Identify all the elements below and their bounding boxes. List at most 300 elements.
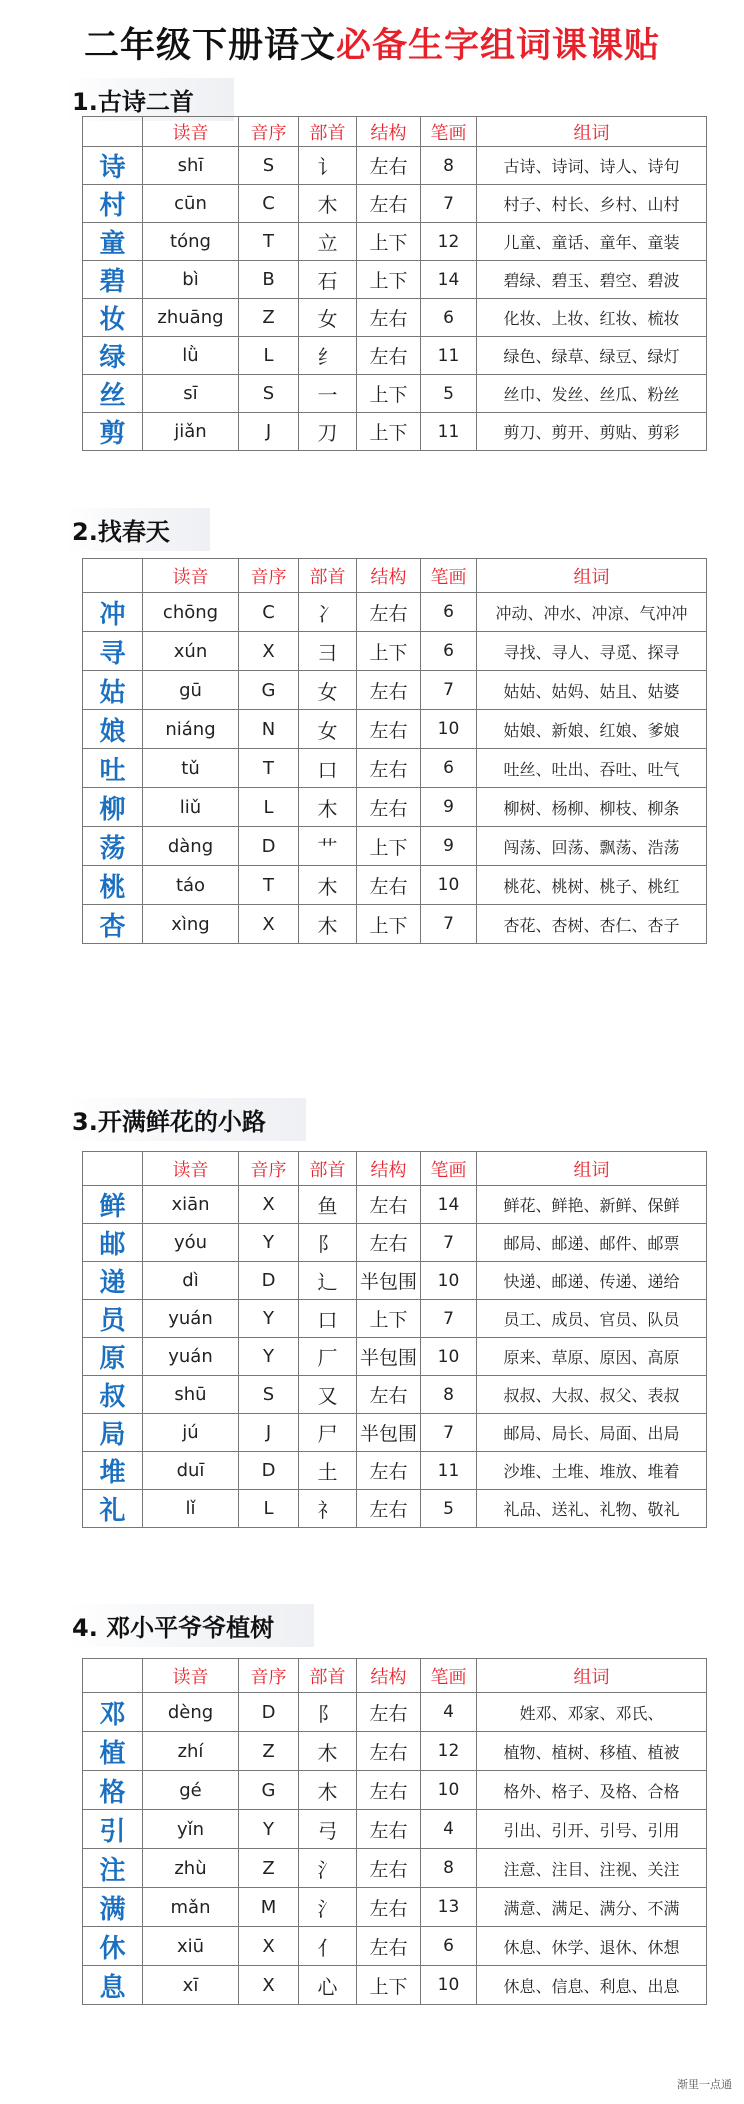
cell-char: 邮 — [83, 1224, 143, 1262]
cell-seq: T — [239, 223, 299, 261]
cell-structure: 上下 — [357, 223, 421, 261]
cell-radical: 鱼 — [299, 1186, 357, 1224]
cell-strokes: 14 — [421, 1186, 477, 1224]
cell-radical: 厂 — [299, 1338, 357, 1376]
cell-strokes: 14 — [421, 261, 477, 299]
cell-seq: G — [239, 671, 299, 710]
table-row — [83, 827, 707, 866]
cell-structure: 左右 — [357, 1693, 421, 1732]
cell-char: 寻 — [83, 632, 143, 671]
cell-seq: Z — [239, 1849, 299, 1888]
cell-structure: 左右 — [357, 593, 421, 632]
cell-pinyin: zhuāng — [143, 299, 239, 337]
table-row — [83, 1300, 707, 1338]
cell-pinyin: lǐ — [143, 1490, 239, 1528]
word-table — [82, 116, 707, 451]
cell-char: 娘 — [83, 710, 143, 749]
cell-structure: 左右 — [357, 1490, 421, 1528]
cell-seq: Z — [239, 299, 299, 337]
cell-words: 村子、村长、乡村、山村 — [477, 185, 707, 223]
cell-words: 鲜花、鲜艳、新鲜、保鲜 — [477, 1186, 707, 1224]
cell-words: 姑娘、新娘、红娘、爹娘 — [477, 710, 707, 749]
cell-seq: L — [239, 788, 299, 827]
cell-radical: 冫 — [299, 593, 357, 632]
table-row — [83, 1771, 707, 1810]
cell-char: 童 — [83, 223, 143, 261]
table-row — [83, 299, 707, 337]
cell-seq: L — [239, 1490, 299, 1528]
table-row — [83, 223, 707, 261]
cell-words: 绿色、绿草、绿豆、绿灯 — [477, 337, 707, 375]
header-initial: 音序 — [239, 559, 299, 593]
cell-words: 快递、邮递、传递、递给 — [477, 1262, 707, 1300]
cell-structure: 左右 — [357, 671, 421, 710]
cell-radical: 弓 — [299, 1810, 357, 1849]
cell-structure: 左右 — [357, 1224, 421, 1262]
cell-seq: X — [239, 1927, 299, 1966]
cell-radical: 口 — [299, 1300, 357, 1338]
cell-words: 杏花、杏树、杏仁、杏子 — [477, 905, 707, 944]
table-row — [83, 261, 707, 299]
cell-words: 休息、休学、退休、休想 — [477, 1927, 707, 1966]
header-strokes: 笔画 — [421, 559, 477, 593]
cell-char: 原 — [83, 1338, 143, 1376]
cell-char: 邓 — [83, 1693, 143, 1732]
cell-structure: 上下 — [357, 261, 421, 299]
cell-strokes: 6 — [421, 299, 477, 337]
header-pinyin: 读音 — [143, 559, 239, 593]
table-row — [83, 1888, 707, 1927]
header-initial: 音序 — [239, 117, 299, 147]
cell-seq: J — [239, 1414, 299, 1452]
cell-radical: 口 — [299, 749, 357, 788]
cell-char: 引 — [83, 1810, 143, 1849]
cell-strokes: 11 — [421, 337, 477, 375]
cell-pinyin: duī — [143, 1452, 239, 1490]
cell-seq: S — [239, 147, 299, 185]
header-char — [83, 117, 143, 147]
cell-structure: 上下 — [357, 905, 421, 944]
cell-char: 冲 — [83, 593, 143, 632]
header-structure: 结构 — [357, 1152, 421, 1186]
cell-pinyin: jú — [143, 1414, 239, 1452]
cell-char: 村 — [83, 185, 143, 223]
header-strokes: 笔画 — [421, 1659, 477, 1693]
cell-pinyin: dàng — [143, 827, 239, 866]
cell-char: 堆 — [83, 1452, 143, 1490]
cell-strokes: 8 — [421, 1376, 477, 1414]
cell-seq: D — [239, 827, 299, 866]
cell-radical: 女 — [299, 710, 357, 749]
header-initial: 音序 — [239, 1152, 299, 1186]
cell-pinyin: chōng — [143, 593, 239, 632]
cell-char: 柳 — [83, 788, 143, 827]
cell-pinyin: liǔ — [143, 788, 239, 827]
cell-char: 姑 — [83, 671, 143, 710]
header-structure: 结构 — [357, 559, 421, 593]
cell-structure: 左右 — [357, 1888, 421, 1927]
cell-radical: 纟 — [299, 337, 357, 375]
table-row — [83, 593, 707, 632]
table-row — [83, 1810, 707, 1849]
cell-words: 格外、格子、及格、合格 — [477, 1771, 707, 1810]
cell-structure: 左右 — [357, 1771, 421, 1810]
header-strokes: 笔画 — [421, 1152, 477, 1186]
table-row — [83, 1376, 707, 1414]
cell-words: 柳树、杨柳、柳枝、柳条 — [477, 788, 707, 827]
cell-strokes: 4 — [421, 1810, 477, 1849]
cell-char: 叔 — [83, 1376, 143, 1414]
cell-structure: 左右 — [357, 1732, 421, 1771]
header-words: 组词 — [477, 559, 707, 593]
cell-words: 化妆、上妆、红妆、梳妆 — [477, 299, 707, 337]
cell-strokes: 12 — [421, 223, 477, 261]
cell-structure: 左右 — [357, 866, 421, 905]
cell-pinyin: dì — [143, 1262, 239, 1300]
cell-pinyin: zhù — [143, 1849, 239, 1888]
cell-seq: X — [239, 905, 299, 944]
cell-strokes: 5 — [421, 375, 477, 413]
cell-words: 礼品、送礼、礼物、敬礼 — [477, 1490, 707, 1528]
cell-radical: 讠 — [299, 147, 357, 185]
cell-pinyin: shū — [143, 1376, 239, 1414]
cell-structure: 左右 — [357, 1376, 421, 1414]
table-row — [83, 1693, 707, 1732]
cell-strokes: 7 — [421, 905, 477, 944]
cell-structure: 左右 — [357, 1849, 421, 1888]
cell-radical: 石 — [299, 261, 357, 299]
cell-char: 剪 — [83, 413, 143, 451]
cell-radical: 氵 — [299, 1888, 357, 1927]
cell-radical: 木 — [299, 866, 357, 905]
table-row — [83, 710, 707, 749]
cell-structure: 左右 — [357, 1927, 421, 1966]
cell-structure: 左右 — [357, 1452, 421, 1490]
cell-structure: 左右 — [357, 749, 421, 788]
cell-strokes: 10 — [421, 1338, 477, 1376]
cell-seq: C — [239, 185, 299, 223]
cell-strokes: 6 — [421, 632, 477, 671]
cell-strokes: 7 — [421, 1224, 477, 1262]
cell-seq: Y — [239, 1300, 299, 1338]
cell-pinyin: xiān — [143, 1186, 239, 1224]
cell-strokes: 7 — [421, 1414, 477, 1452]
cell-structure: 半包围 — [357, 1338, 421, 1376]
cell-structure: 半包围 — [357, 1414, 421, 1452]
cell-pinyin: sī — [143, 375, 239, 413]
cell-structure: 上下 — [357, 632, 421, 671]
cell-strokes: 7 — [421, 185, 477, 223]
cell-strokes: 8 — [421, 147, 477, 185]
cell-radical: 尸 — [299, 1414, 357, 1452]
table-row — [83, 1414, 707, 1452]
cell-char: 递 — [83, 1262, 143, 1300]
header-words: 组词 — [477, 1152, 707, 1186]
cell-char: 鲜 — [83, 1186, 143, 1224]
cell-char: 局 — [83, 1414, 143, 1452]
cell-words: 邮局、邮递、邮件、邮票 — [477, 1224, 707, 1262]
cell-char: 绿 — [83, 337, 143, 375]
cell-structure: 左右 — [357, 185, 421, 223]
cell-radical: 亻 — [299, 1927, 357, 1966]
table-row — [83, 788, 707, 827]
header-radical: 部首 — [299, 1152, 357, 1186]
cell-radical: 又 — [299, 1376, 357, 1414]
cell-char: 注 — [83, 1849, 143, 1888]
cell-pinyin: lǜ — [143, 337, 239, 375]
table-row — [83, 413, 707, 451]
cell-strokes: 10 — [421, 1771, 477, 1810]
cell-char: 丝 — [83, 375, 143, 413]
table-row — [83, 375, 707, 413]
cell-pinyin: cūn — [143, 185, 239, 223]
cell-pinyin: xún — [143, 632, 239, 671]
cell-pinyin: jiǎn — [143, 413, 239, 451]
header-radical: 部首 — [299, 559, 357, 593]
cell-strokes: 6 — [421, 749, 477, 788]
header-structure: 结构 — [357, 1659, 421, 1693]
cell-radical: 土 — [299, 1452, 357, 1490]
table-row — [83, 1186, 707, 1224]
cell-char: 礼 — [83, 1490, 143, 1528]
cell-pinyin: tóng — [143, 223, 239, 261]
cell-seq: N — [239, 710, 299, 749]
cell-words: 原来、草原、原因、高原 — [477, 1338, 707, 1376]
cell-words: 沙堆、土堆、堆放、堆着 — [477, 1452, 707, 1490]
cell-pinyin: gū — [143, 671, 239, 710]
cell-radical: 木 — [299, 905, 357, 944]
cell-strokes: 6 — [421, 593, 477, 632]
cell-words: 儿童、童话、童年、童装 — [477, 223, 707, 261]
cell-radical: 礻 — [299, 1490, 357, 1528]
cell-words: 姑姑、姑妈、姑且、姑婆 — [477, 671, 707, 710]
table-row — [83, 185, 707, 223]
table-row — [83, 1849, 707, 1888]
cell-structure: 半包围 — [357, 1262, 421, 1300]
cell-words: 寻找、寻人、寻觅、探寻 — [477, 632, 707, 671]
table-row — [83, 1732, 707, 1771]
cell-strokes: 13 — [421, 1888, 477, 1927]
cell-strokes: 10 — [421, 1262, 477, 1300]
cell-words: 吐丝、吐出、吞吐、吐气 — [477, 749, 707, 788]
cell-seq: J — [239, 413, 299, 451]
cell-strokes: 4 — [421, 1693, 477, 1732]
cell-char: 碧 — [83, 261, 143, 299]
section-title: 1.古诗二首 — [66, 78, 234, 121]
cell-pinyin: xiū — [143, 1927, 239, 1966]
cell-seq: L — [239, 337, 299, 375]
cell-structure: 上下 — [357, 413, 421, 451]
cell-strokes: 11 — [421, 1452, 477, 1490]
cell-radical: 阝 — [299, 1224, 357, 1262]
cell-words: 注意、注目、注视、关注 — [477, 1849, 707, 1888]
cell-strokes: 9 — [421, 827, 477, 866]
cell-radical: 木 — [299, 788, 357, 827]
table-row — [83, 147, 707, 185]
cell-structure: 左右 — [357, 788, 421, 827]
section-title: 3.开满鲜花的小路 — [66, 1098, 306, 1141]
cell-seq: D — [239, 1262, 299, 1300]
table-row — [83, 1262, 707, 1300]
section-title: 4. 邓小平爷爷植树 — [66, 1604, 314, 1647]
page-title-main: 二年级下册语文 — [83, 26, 336, 66]
table-row — [83, 337, 707, 375]
cell-words: 姓邓、邓家、邓氏、 — [477, 1693, 707, 1732]
cell-structure: 上下 — [357, 827, 421, 866]
cell-pinyin: yuán — [143, 1300, 239, 1338]
cell-structure: 左右 — [357, 710, 421, 749]
cell-words: 叔叔、大叔、叔父、表叔 — [477, 1376, 707, 1414]
table-row — [83, 749, 707, 788]
cell-strokes: 11 — [421, 413, 477, 451]
cell-radical: 女 — [299, 671, 357, 710]
cell-words: 冲动、冲水、冲凉、气冲冲 — [477, 593, 707, 632]
cell-strokes: 10 — [421, 1966, 477, 2005]
cell-char: 吐 — [83, 749, 143, 788]
word-table — [82, 1658, 707, 2005]
table-header-row — [83, 559, 707, 593]
cell-words: 闯荡、回荡、飘荡、浩荡 — [477, 827, 707, 866]
cell-pinyin: dèng — [143, 1693, 239, 1732]
header-pinyin: 读音 — [143, 1152, 239, 1186]
cell-char: 桃 — [83, 866, 143, 905]
table-header-row — [83, 1659, 707, 1693]
cell-pinyin: xī — [143, 1966, 239, 2005]
word-table — [82, 1151, 707, 1528]
cell-seq: Y — [239, 1810, 299, 1849]
header-pinyin: 读音 — [143, 1659, 239, 1693]
header-strokes: 笔画 — [421, 117, 477, 147]
cell-strokes: 9 — [421, 788, 477, 827]
table-row — [83, 1927, 707, 1966]
page-title-highlight: 必备生字组词课课贴 — [336, 26, 661, 66]
cell-words: 丝巾、发丝、丝瓜、粉丝 — [477, 375, 707, 413]
cell-strokes: 5 — [421, 1490, 477, 1528]
header-structure: 结构 — [357, 117, 421, 147]
header-words: 组词 — [477, 117, 707, 147]
cell-structure: 左右 — [357, 1810, 421, 1849]
cell-pinyin: mǎn — [143, 1888, 239, 1927]
table-header-row — [83, 117, 707, 147]
cell-pinyin: tǔ — [143, 749, 239, 788]
cell-pinyin: yuán — [143, 1338, 239, 1376]
header-radical: 部首 — [299, 1659, 357, 1693]
cell-words: 满意、满足、满分、不满 — [477, 1888, 707, 1927]
table-row — [83, 632, 707, 671]
cell-structure: 上下 — [357, 1300, 421, 1338]
cell-radical: 立 — [299, 223, 357, 261]
cell-pinyin: gé — [143, 1771, 239, 1810]
cell-strokes: 10 — [421, 866, 477, 905]
page-title — [0, 18, 744, 68]
cell-seq: Y — [239, 1224, 299, 1262]
cell-seq: X — [239, 632, 299, 671]
cell-char: 格 — [83, 1771, 143, 1810]
table-row — [83, 1452, 707, 1490]
cell-words: 桃花、桃树、桃子、桃红 — [477, 866, 707, 905]
cell-seq: X — [239, 1186, 299, 1224]
cell-seq: S — [239, 375, 299, 413]
cell-pinyin: táo — [143, 866, 239, 905]
table-row — [83, 1966, 707, 2005]
cell-pinyin: niáng — [143, 710, 239, 749]
cell-seq: B — [239, 261, 299, 299]
cell-char: 休 — [83, 1927, 143, 1966]
cell-char: 员 — [83, 1300, 143, 1338]
cell-radical: 阝 — [299, 1693, 357, 1732]
cell-seq: X — [239, 1966, 299, 2005]
cell-words: 古诗、诗词、诗人、诗句 — [477, 147, 707, 185]
table-row — [83, 866, 707, 905]
cell-pinyin: yǐn — [143, 1810, 239, 1849]
cell-seq: D — [239, 1693, 299, 1732]
cell-words: 剪刀、剪开、剪贴、剪彩 — [477, 413, 707, 451]
table-header-row — [83, 1152, 707, 1186]
cell-strokes: 6 — [421, 1927, 477, 1966]
cell-seq: T — [239, 749, 299, 788]
cell-radical: 辶 — [299, 1262, 357, 1300]
cell-radical: 氵 — [299, 1849, 357, 1888]
cell-words: 碧绿、碧玉、碧空、碧波 — [477, 261, 707, 299]
header-char — [83, 559, 143, 593]
cell-words: 邮局、局长、局面、出局 — [477, 1414, 707, 1452]
cell-seq: Y — [239, 1338, 299, 1376]
cell-char: 杏 — [83, 905, 143, 944]
watermark-text: 渐里一点通 — [677, 2078, 732, 2091]
header-pinyin: 读音 — [143, 117, 239, 147]
cell-structure: 左右 — [357, 147, 421, 185]
cell-seq: Z — [239, 1732, 299, 1771]
header-radical: 部首 — [299, 117, 357, 147]
cell-pinyin: xìng — [143, 905, 239, 944]
cell-strokes: 7 — [421, 671, 477, 710]
cell-radical: 一 — [299, 375, 357, 413]
cell-radical: 彐 — [299, 632, 357, 671]
cell-char: 荡 — [83, 827, 143, 866]
cell-seq: G — [239, 1771, 299, 1810]
cell-pinyin: zhí — [143, 1732, 239, 1771]
cell-strokes: 8 — [421, 1849, 477, 1888]
cell-structure: 上下 — [357, 375, 421, 413]
header-words: 组词 — [477, 1659, 707, 1693]
cell-char: 诗 — [83, 147, 143, 185]
cell-seq: M — [239, 1888, 299, 1927]
cell-structure: 左右 — [357, 337, 421, 375]
table-row — [83, 905, 707, 944]
cell-words: 员工、成员、官员、队员 — [477, 1300, 707, 1338]
cell-structure: 左右 — [357, 299, 421, 337]
cell-radical: 心 — [299, 1966, 357, 2005]
cell-radical: 木 — [299, 1771, 357, 1810]
cell-seq: T — [239, 866, 299, 905]
cell-words: 引出、引开、引号、引用 — [477, 1810, 707, 1849]
table-row — [83, 1224, 707, 1262]
table-row — [83, 1490, 707, 1528]
cell-radical: 刀 — [299, 413, 357, 451]
cell-seq: D — [239, 1452, 299, 1490]
header-char — [83, 1152, 143, 1186]
cell-structure: 上下 — [357, 1966, 421, 2005]
section-title: 2.找春天 — [66, 508, 210, 551]
cell-char: 息 — [83, 1966, 143, 2005]
cell-pinyin: bì — [143, 261, 239, 299]
cell-seq: S — [239, 1376, 299, 1414]
table-row — [83, 671, 707, 710]
cell-strokes: 10 — [421, 710, 477, 749]
table-row — [83, 1338, 707, 1376]
cell-words: 休息、信息、利息、出息 — [477, 1966, 707, 2005]
cell-pinyin: yóu — [143, 1224, 239, 1262]
